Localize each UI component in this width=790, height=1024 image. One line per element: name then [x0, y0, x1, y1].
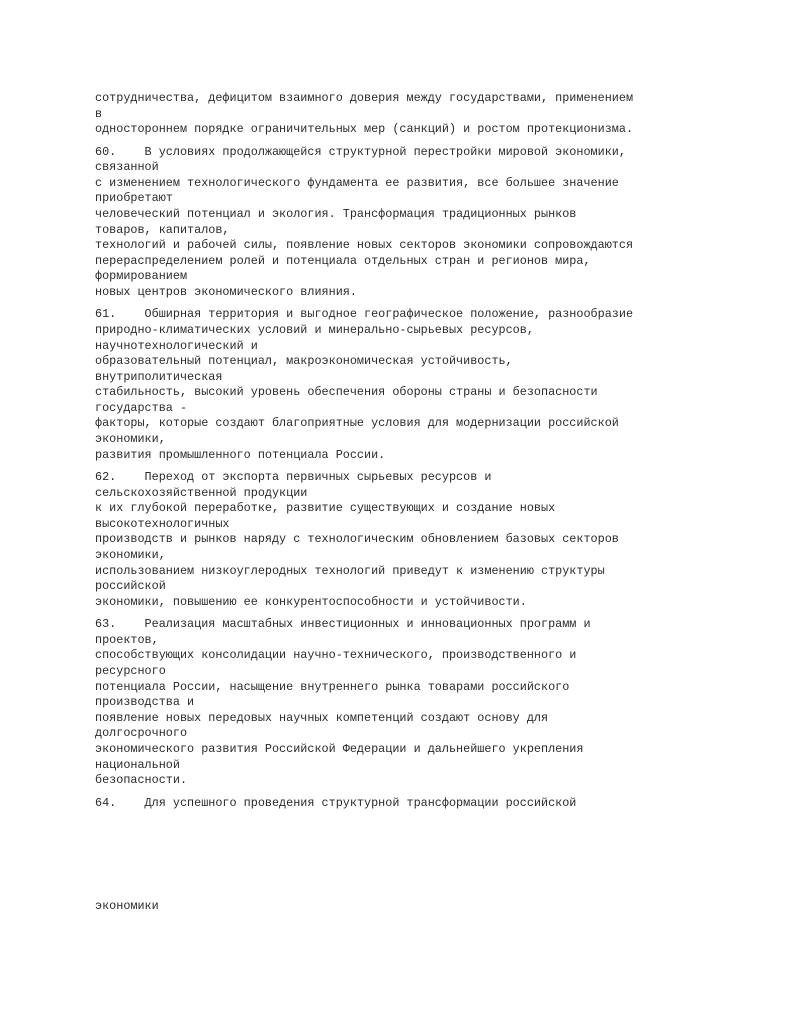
text-line: 62. Переход от экспорта первичных сырьевых ресурсов и	[95, 470, 492, 485]
text-line: товаров, капиталов,	[95, 222, 230, 237]
text-line: человеческий потенциал и экология. Трансформация традиционных рынков	[95, 206, 577, 221]
text-line: приобретают	[95, 191, 173, 206]
text-line: связанной	[95, 160, 159, 175]
text-line: 61. Обширная территория и выгодное географическое положение, разнообразие	[95, 307, 634, 322]
text-line: научнотехнологический и	[95, 338, 258, 353]
text-line: перераспределением ролей и потенциала отдельных стран и регионов мира,	[95, 253, 591, 268]
text-line: экономики, повышению ее конкурентоспособности и устойчивости.	[95, 594, 527, 609]
text-line: технологий и рабочей силы, появление новых секторов экономики сопровождаются	[95, 238, 634, 253]
text-line: внутриполитическая	[95, 369, 223, 384]
text-line: 63. Реализация масштабных инвестиционных и инновационных программ и	[95, 617, 591, 632]
text-line: экономики,	[95, 548, 166, 563]
paragraph-61	[95, 307, 695, 463]
text-line: производств и рынков наряду с технологическим обновлением базовых секторов	[95, 532, 619, 547]
text-line: стабильность, высокий уровень обеспечения обороны страны и безопасности	[95, 385, 598, 400]
text-line: появление новых передовых научных компетенций создают основу для	[95, 710, 549, 725]
text-line: безопасности.	[95, 773, 188, 788]
text-line: развития промышленного потенциала России.	[95, 447, 386, 462]
text-line: проектов,	[95, 632, 159, 647]
text-line: российской	[95, 579, 166, 594]
text-line: 60. В условиях продолжающейся структурной перестройки мировой экономики,	[95, 144, 626, 159]
text-line: долгосрочного	[95, 726, 188, 741]
text-line: одностороннем порядке ограничительных мер (санкций) и ростом протекционизма.	[95, 122, 634, 137]
text-line: ресурсного	[95, 663, 166, 678]
paragraph-63	[95, 617, 695, 789]
paragraph-62	[95, 470, 695, 610]
paragraph-gap	[95, 138, 695, 145]
text-line: сельскохозяйственной продукции	[95, 485, 308, 500]
text-line: производства и	[95, 695, 195, 710]
text-line: факторы, которые создают благоприятные условия для модернизации российской	[95, 416, 619, 431]
text-line: образовательный потенциал, макроэкономическая устойчивость,	[95, 354, 513, 369]
paragraph-60	[95, 145, 695, 301]
paragraph-gap	[95, 463, 695, 470]
text-line: природно-климатических условий и минерально-сырьевых ресурсов,	[95, 322, 534, 337]
text-line: новых центров экономического влияния.	[95, 284, 357, 299]
text-line: сотрудничества, дефицитом взаимного доверия между государствами, применением	[95, 91, 634, 105]
paragraph-64	[95, 796, 695, 812]
text-line: экономического развития Российской Федерации и дальнейшего укрепления	[95, 741, 584, 756]
text-line: способствующих консолидации научно-технического, производственного и	[95, 648, 577, 663]
text-line: потенциала России, насыщение внутреннего рынка товарами российского	[95, 679, 570, 694]
intro-paragraph	[95, 91, 695, 138]
document-text	[95, 91, 695, 811]
paragraph-gap	[95, 789, 695, 796]
text-line: экономики,	[95, 432, 166, 447]
text-line: с изменением технологического фундамента ее развития, все большее значение	[95, 175, 619, 190]
text-line: национальной	[95, 757, 180, 772]
text-line: к их глубокой переработке, развитие существующих и создание новых	[95, 501, 556, 516]
paragraph-gap	[95, 301, 695, 308]
text-line: использованием низкоуглеродных технологий приведут к изменению структуры	[95, 563, 605, 578]
text-line: формированием	[95, 269, 188, 284]
text-line: 64. Для успешного проведения структурной трансформации российской	[95, 795, 577, 810]
text-line: высокотехнологичных	[95, 516, 230, 531]
paragraph-gap	[95, 610, 695, 617]
text-line: государства -	[95, 400, 188, 415]
trailing-line: экономики	[95, 899, 159, 913]
text-line: в	[95, 106, 103, 121]
